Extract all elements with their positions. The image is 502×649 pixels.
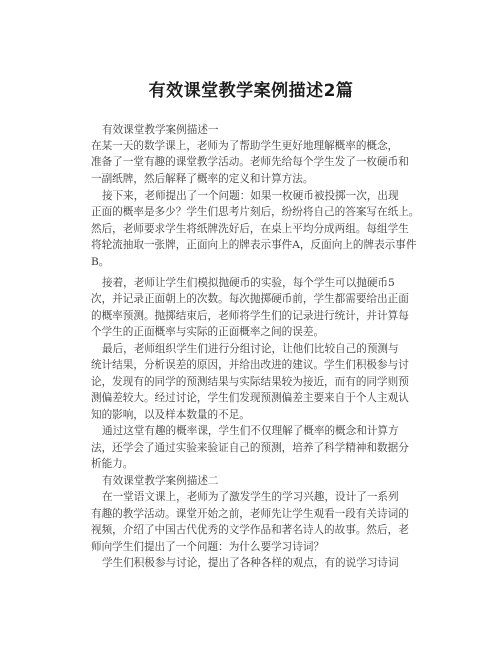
paragraph-line: 将轮流抽取一张牌，正面向上的牌表示事件A，反面向上的牌表示事件: [91, 239, 417, 251]
paragraph-line: 通过这堂有趣的概率课，学生们不仅理解了概率的概念和计算方: [102, 425, 399, 437]
paragraph-line: 在某一天的数学课上，老师为了帮助学生更好地理解概率的概念，: [91, 140, 399, 152]
paragraph-line: 一副纸牌，然后解释了概率的定义和计算方法。: [91, 173, 314, 185]
section-heading-2: 有效课堂教学案例描述二: [102, 475, 219, 487]
paragraph-line: 个学生的正面概率与实际的正面概率之间的误差。: [91, 326, 325, 338]
paragraph-line: 在一堂语文课上，老师为了激发学生的学习兴趣，设计了一系列: [102, 491, 399, 503]
paragraph-line: 次，并记录正面朝上的次数。每次抛掷硬币前，学生都需要给出正面: [91, 293, 409, 305]
paragraph-line: 正面的概率是多少？学生们思考片刻后，纷纷将自己的答案写在纸上。: [91, 206, 420, 218]
paragraph-line: 接下来，老师提出了一个问题：如果一枚硬币被投掷一次，出现: [102, 190, 399, 202]
paragraph-line: 视频，介绍了中国古代优秀的文学作品和著名诗人的故事。然后，老: [91, 524, 409, 536]
paragraph-line: 学生们积极参与讨论，提出了各种各样的观点，有的说学习诗词: [102, 557, 399, 569]
paragraph-line: 法，还学会了通过实验来验证自己的预测，培养了科学精神和数据分: [91, 442, 409, 454]
section-heading-1: 有效课堂教学案例描述一: [102, 124, 219, 136]
paragraph-line: 知的影响，以及样本数量的不足。: [91, 409, 250, 421]
paragraph-line: 析能力。: [91, 458, 134, 470]
paragraph-line: 师向学生们提出了一个问题：为什么要学习诗词？: [91, 541, 325, 553]
paragraph-line: 接着，老师让学生们模拟抛硬币的实验，每个学生可以抛硬币5: [102, 277, 395, 289]
paragraph-line: 有趣的教学活动。课堂开始之前，老师先让学生观看一段有关诗词的: [91, 508, 409, 520]
paragraph-line: 最后，老师组织学生们进行分组讨论，让他们比较自己的预测与: [102, 343, 399, 355]
paragraph-line: 准备了一堂有趣的课堂教学活动。老师先给每个学生发了一枚硬币和: [91, 156, 409, 168]
paragraph-line: 的概率预测。抛掷结束后，老师将学生们的记录进行统计，并计算每: [91, 310, 409, 322]
paragraph-line: 然后，老师要求学生将纸牌洗好后，在桌上平均分成两组。每组学生: [91, 223, 409, 235]
document-title: 有效课堂教学案例描述2篇: [148, 81, 354, 101]
paragraph-line: 统计结果，分析误差的原因，并给出改进的建议。学生们积极参与讨: [91, 359, 409, 371]
paragraph-line: B。: [91, 256, 110, 268]
paragraph-line: 测偏差较大。经过讨论，学生们发现预测偏差主要来自于个人主观认: [91, 392, 409, 404]
paragraph-line: 论，发现有的同学的预测结果与实际结果较为接近，而有的同学则预: [91, 376, 409, 388]
